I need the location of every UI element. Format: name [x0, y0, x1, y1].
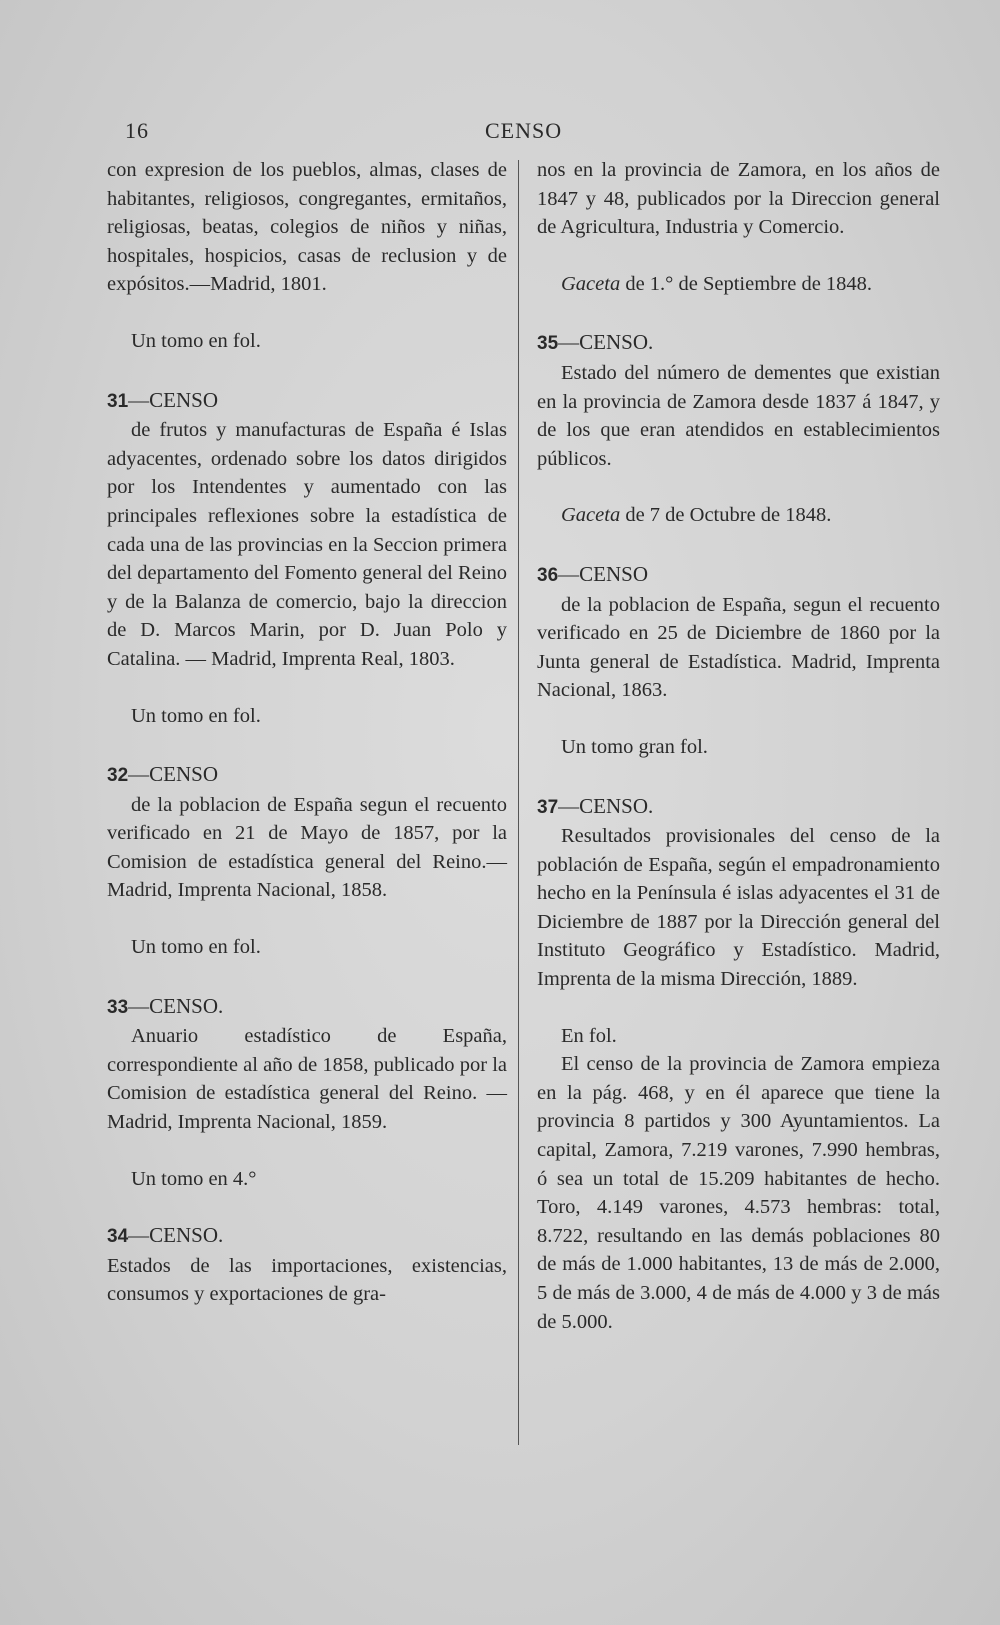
entry-36 — [537, 560, 940, 762]
entry-text: nos en la provincia de Zamora, en los años de 1847 y 48, publicados por la Direccion general de Agricultura, Industria y Comercio. — [537, 159, 940, 239]
page-number: 16 — [125, 118, 149, 143]
entry-text: Resultados provisionales del censo de la población de España, según el empadronamiento hecho en la Península é islas adyacentes el 31 de Diciembre de 1887 por la Dirección general del Instituto Geográfico y Estadístico. Madrid, Imprenta de la misma Dirección, 1889. — [537, 825, 940, 991]
entry-text: de frutos y manufacturas de España é Islas adyacentes, ordenado sobre los datos dirigidos por los Intendentes y aumentado con las principales reflexiones sobre la estadística de cada una de las provincias en la Seccion primera del departamento del Fomento general del Reino y de la Balanza de comercio, bajo la direccion de D. Marcos Marin, por D. Juan Polo y Catalina. — Madrid, Imprenta Real, 1803. — [107, 419, 507, 670]
entry-number: 35 — [537, 333, 559, 355]
entry-title: —CENSO. — [558, 330, 654, 355]
entry-heading — [107, 992, 507, 1023]
entry-continuation-right — [537, 156, 940, 298]
page-header — [0, 118, 1000, 148]
entry-note: Un tomo en 4.° — [131, 1167, 257, 1190]
entry-note: Un tomo en fol. — [131, 329, 261, 352]
entry-heading — [537, 328, 940, 359]
entry-heading — [537, 560, 940, 591]
entry-text: con expresion de los pueblos, almas, clases de habitantes, religiosos, congregantes, ermitaños, religiosas, beatas, colegios de niños y niñas, hospitales, hospicios, casas de reclusion y de expósitos.—Madrid, 1801. — [107, 159, 507, 296]
entry-note: Un tomo en fol. — [131, 704, 261, 727]
entry-title: —CENSO. — [128, 1223, 224, 1248]
entry-number: 33 — [107, 996, 129, 1018]
column-divider — [518, 160, 519, 1445]
entry-text: Estados de las importaciones, existencias, consumos y exportaciones de gra- — [107, 1254, 507, 1306]
source-title: Gaceta — [561, 272, 621, 295]
entry-number: 36 — [537, 564, 559, 586]
entry-number: 32 — [107, 765, 129, 787]
entry-note: Un tomo gran fol. — [561, 735, 708, 758]
entry-title: —CENSO — [128, 762, 218, 787]
entry-34 — [107, 1221, 507, 1309]
entry-heading — [107, 386, 507, 417]
entry-33 — [107, 992, 507, 1194]
entry-title: —CENSO. — [558, 793, 654, 818]
entry-35 — [537, 328, 940, 530]
entry-source — [537, 270, 940, 299]
entry-text: Anuario estadístico de España, correspondiente al año de 1858, publicado por la Comision de estadística general del Reino. — Madrid, Imprenta Nacional, 1859. — [107, 1025, 507, 1134]
entry-31 — [107, 386, 507, 731]
left-column — [107, 156, 507, 1309]
entry-remark: El censo de la provincia de Zamora empieza en la pág. 468, y en él aparece que tiene la provincia 8 partidos y 300 Ayuntamientos. La capital, Zamora, 7.219 varones, 7.990 hembras, ó sea un total de 15.209 habitantes de hecho. Toro, 4.149 varones, 4.573 hembras: total, 8.722, resultando en las demás poblaciones 80 de más de 1.000 habitantes, 13 de más de 2.000, 5 de más de 3.000, 4 de más de 4.000 y 3 de más de 5.000. — [537, 1053, 940, 1333]
entry-number: 34 — [107, 1226, 129, 1248]
source-detail: de 7 de Octubre de 1848. — [620, 504, 832, 527]
entry-text: Estado del número de dementes que existian en la provincia de Zamora desde 1837 á 1847, y de los que eran atendidos en establecimientos públicos. — [537, 361, 940, 470]
source-title: Gaceta — [561, 504, 621, 527]
entry-source — [537, 501, 940, 530]
entry-number: 37 — [537, 796, 559, 818]
entry-32 — [107, 760, 507, 962]
entry-text: de la poblacion de España segun el recuento verificado en 21 de Mayo de 1857, por la Comision de estadística general del Reino.—Madrid, Imprenta Nacional, 1858. — [107, 793, 507, 902]
running-title: CENSO — [485, 118, 563, 143]
entry-text: de la poblacion de España, segun el recuento verificado en 25 de Diciembre de 1860 por la Junta general de Estadística. Madrid, Imprenta Nacional, 1863. — [537, 593, 940, 702]
entry-title: —CENSO — [558, 561, 648, 586]
entry-number: 31 — [107, 390, 129, 412]
entry-heading — [107, 1221, 507, 1252]
entry-note: Un tomo en fol. — [131, 936, 261, 959]
right-column — [537, 156, 940, 1336]
entry-note: En fol. — [561, 1024, 617, 1047]
entry-heading — [107, 760, 507, 791]
entry-title: —CENSO. — [128, 993, 224, 1018]
entry-title: —CENSO — [128, 387, 218, 412]
entry-heading — [537, 792, 940, 823]
entry-continuation-left — [107, 156, 507, 356]
entry-37 — [537, 792, 940, 1337]
source-detail: de 1.° de Septiembre de 1848. — [620, 272, 873, 295]
